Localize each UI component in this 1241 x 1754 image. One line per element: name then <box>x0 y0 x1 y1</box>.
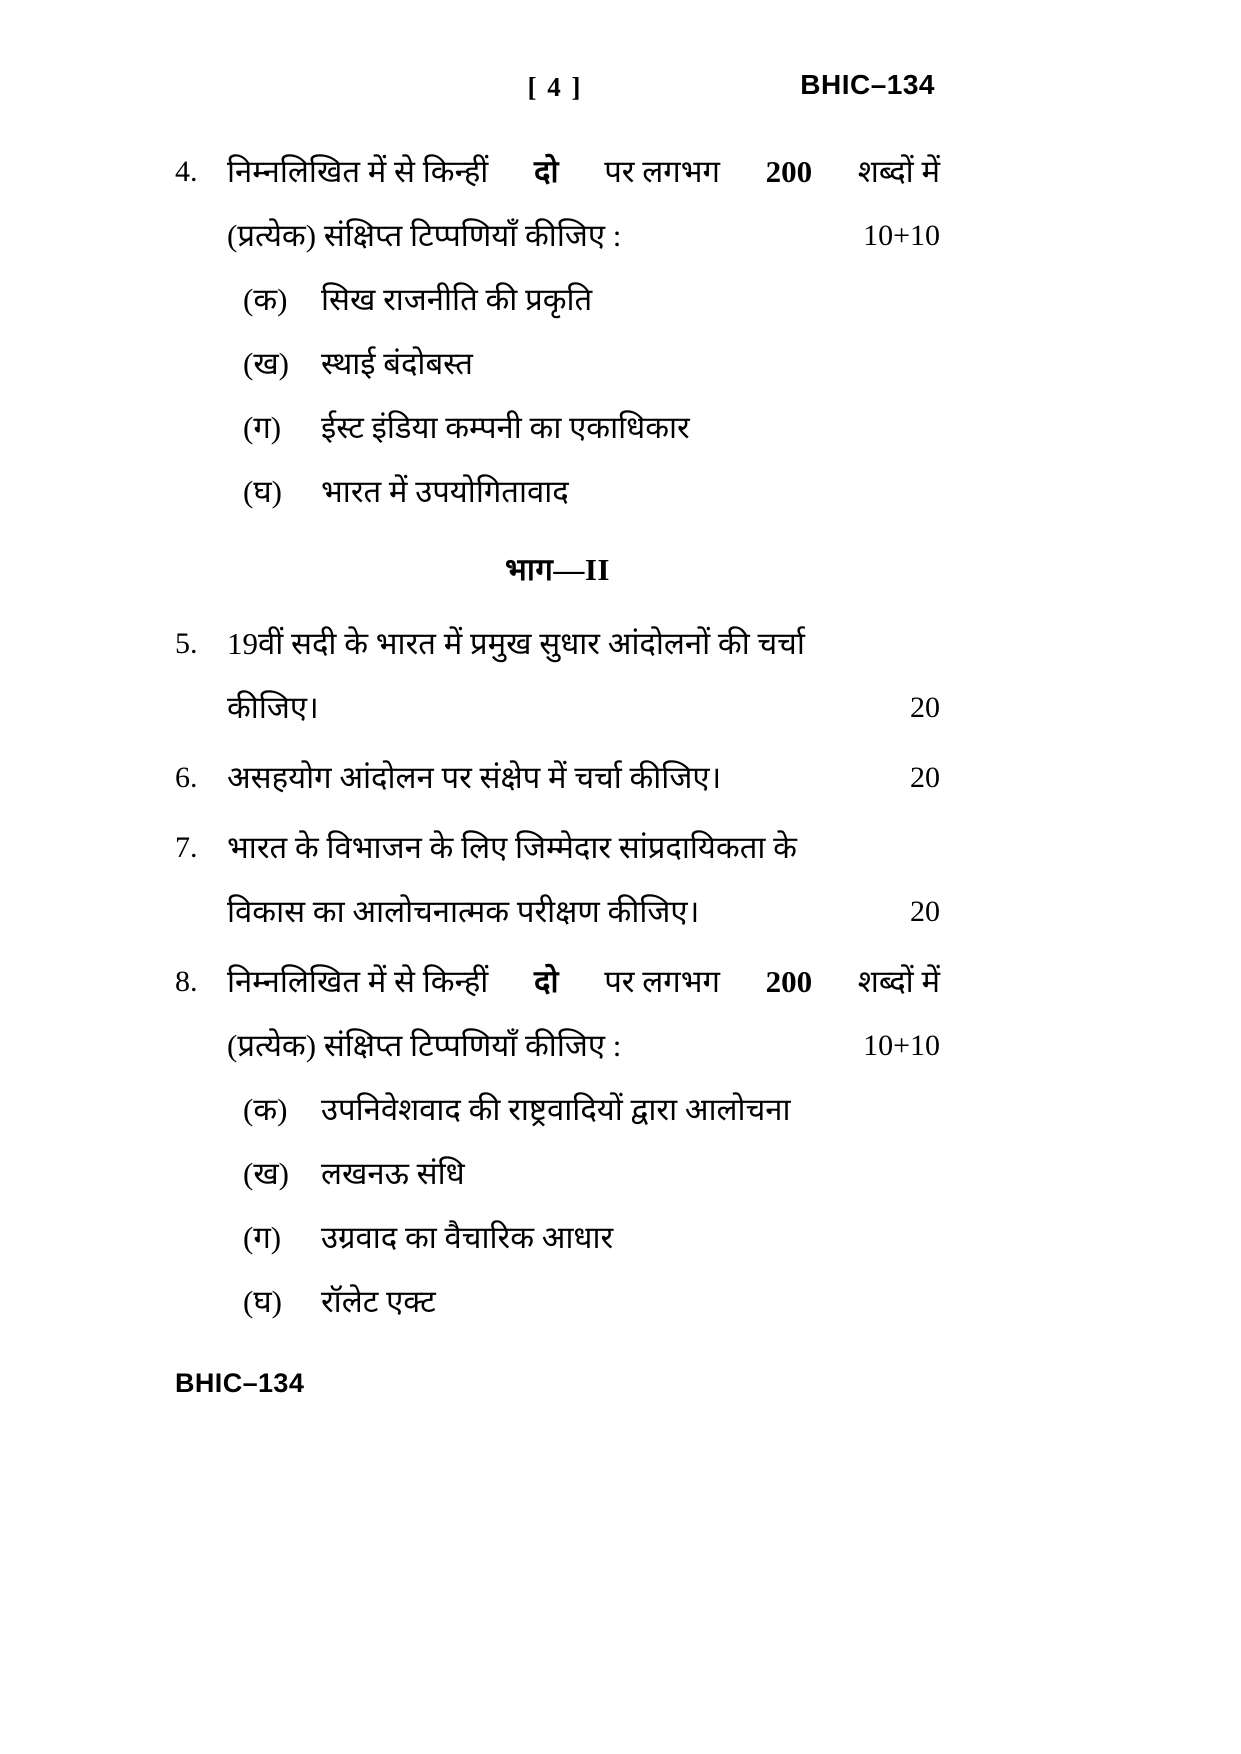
question-4-line-2 <box>227 204 940 268</box>
question-7-marks: 20 <box>910 895 940 928</box>
question-4-subitem-ga <box>243 396 940 460</box>
subitem-text: स्थाई बंदोबस्त <box>321 346 473 381</box>
question-4-marks: 10+10 <box>863 219 940 252</box>
question-5 <box>175 612 940 740</box>
question-5-marks: 20 <box>910 691 940 724</box>
subitem-label: (क) <box>243 1092 288 1127</box>
q4-l1-part-a: निम्नलिखित में से किन्हीं <box>227 154 489 189</box>
question-6-marks: 20 <box>910 761 940 794</box>
subitem-label: (घ) <box>243 474 282 509</box>
header-paper-code: BHIC–134 <box>800 69 935 100</box>
q8-l1-part-b: पर लगभग <box>604 964 720 999</box>
question-7-number: 7. <box>175 831 198 864</box>
question-7-line-1 <box>175 816 940 880</box>
question-4-subitem-ka <box>243 268 940 332</box>
subitem-text: सिख राजनीति की प्रकृति <box>321 282 593 317</box>
question-list <box>175 140 940 1340</box>
question-6-number: 6. <box>175 761 198 794</box>
question-4-number: 4. <box>175 155 198 188</box>
question-8-line-2-text: (प्रत्येक) संक्षिप्त टिप्पणियाँ कीजिए : <box>227 1028 622 1063</box>
section-heading-part-2: भाग—II <box>505 552 610 587</box>
subitem-text: रॉलेट एक्ट <box>321 1284 436 1319</box>
q4-l1-word-count: 200 <box>765 154 813 189</box>
question-5-line-2 <box>227 676 940 740</box>
question-6 <box>175 746 940 810</box>
question-5-line-2-text: कीजिए। <box>227 690 319 725</box>
question-8-line-1 <box>175 950 940 1014</box>
question-5-line-1 <box>175 612 940 676</box>
question-8-line-2 <box>227 1014 940 1078</box>
question-7-line-1-text: भारत के विभाजन के लिए जिम्मेदार सांप्रदायिकता के <box>227 830 797 865</box>
question-8-line-1-text <box>227 950 940 1014</box>
question-4-line-2-text: (प्रत्येक) संक्षिप्त टिप्पणियाँ कीजिए : <box>227 218 622 253</box>
question-4-line-1 <box>175 140 940 204</box>
question-6-line-1 <box>175 746 940 810</box>
question-4-subitem-gha <box>243 460 940 524</box>
question-8-subitem-ka <box>243 1078 940 1142</box>
question-5-line-1-text: 19वीं सदी के भारत में प्रमुख सुधार आंदोलनों की चर्चा <box>227 626 805 661</box>
question-4-subitem-kha <box>243 332 940 396</box>
question-6-line-1-text: असहयोग आंदोलन पर संक्षेप में चर्चा कीजिए। <box>227 760 722 795</box>
q4-l1-emphasis-do: दो <box>534 154 559 189</box>
question-4-line-1-text <box>227 140 940 204</box>
question-8-marks: 10+10 <box>863 1029 940 1062</box>
subitem-label: (ख) <box>243 1156 290 1191</box>
question-8-subitem-ga <box>243 1206 940 1270</box>
subitem-text: भारत में उपयोगितावाद <box>321 474 569 509</box>
subitem-text: लखनऊ संधि <box>321 1156 465 1191</box>
question-8 <box>175 950 940 1334</box>
subitem-text: उपनिवेशवाद की राष्ट्रवादियों द्वारा आलोचना <box>321 1092 791 1127</box>
subitem-text: उग्रवाद का वैचारिक आधार <box>321 1220 614 1255</box>
question-7-line-2 <box>227 880 940 944</box>
question-5-number: 5. <box>175 627 198 660</box>
q8-l1-word-count: 200 <box>765 964 813 999</box>
question-7-line-2-text: विकास का आलोचनात्मक परीक्षण कीजिए। <box>227 894 700 929</box>
subitem-label: (ग) <box>243 1220 282 1255</box>
subitem-label: (घ) <box>243 1284 282 1319</box>
question-7 <box>175 816 940 944</box>
subitem-text: ईस्ट इंडिया कम्पनी का एकाधिकार <box>321 410 690 445</box>
question-4 <box>175 140 940 524</box>
question-8-subitem-kha <box>243 1142 940 1206</box>
q8-l1-emphasis-do: दो <box>534 964 559 999</box>
footer-paper-code: BHIC–134 <box>175 1368 305 1398</box>
subitem-label: (ख) <box>243 346 290 381</box>
question-8-subitem-gha <box>243 1270 940 1334</box>
q8-l1-part-c: शब्दों में <box>857 964 940 999</box>
page-number: [ 4 ] <box>527 72 583 102</box>
subitem-label: (क) <box>243 282 288 317</box>
subitem-label: (ग) <box>243 410 282 445</box>
page-header <box>175 69 935 103</box>
q4-l1-part-c: शब्दों में <box>857 154 940 189</box>
q4-l1-part-b: पर लगभग <box>604 154 720 189</box>
q8-l1-part-a: निम्नलिखित में से किन्हीं <box>227 964 489 999</box>
question-8-number: 8. <box>175 965 198 998</box>
